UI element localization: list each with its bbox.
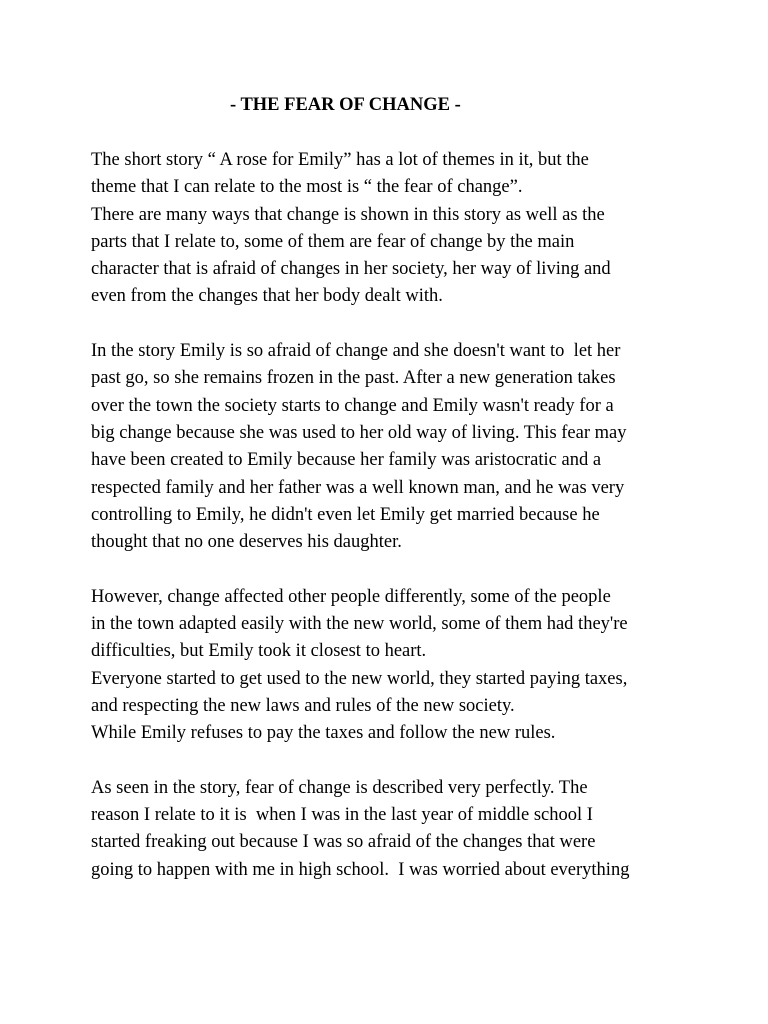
text-line: started freaking out because I was so afraid of the changes that were: [91, 832, 596, 853]
text-line: In the story Emily is so afraid of change and she doesn't want to let her: [91, 341, 621, 362]
paragraph-spacer: [91, 556, 751, 583]
paragraph: [91, 584, 751, 748]
text-line: reason I relate to it is when I was in the last year of middle school I: [91, 805, 593, 826]
text-line: There are many ways that change is shown in this story as well as the: [91, 204, 605, 225]
text-line: respected family and her father was a well known man, and he was very: [91, 477, 625, 498]
paragraph: [91, 147, 751, 311]
text-line: past go, so she remains frozen in the past. After a new generation takes: [91, 368, 616, 389]
text-line: difficulties, but Emily took it closest to heart.: [91, 641, 427, 662]
paragraph: [91, 338, 751, 556]
paragraph-spacer: [91, 311, 751, 338]
text-line: While Emily refuses to pay the taxes and follow the new rules.: [91, 723, 556, 744]
text-line: The short story “ A rose for Emily” has a lot of themes in it, but the: [91, 150, 589, 170]
text-line: Everyone started to get used to the new world, they started paying taxes,: [91, 668, 628, 689]
text-line: As seen in the story, fear of change is described very perfectly. The: [91, 777, 588, 798]
paragraph: [91, 775, 751, 884]
text-line: theme that I can relate to the most is “ the fear of change”.: [91, 177, 523, 198]
text-line: parts that I relate to, some of them are fear of change by the main: [91, 231, 575, 252]
text-line: even from the changes that her body dealt with.: [91, 286, 443, 307]
text-line: and respecting the new laws and rules of the new society.: [91, 695, 515, 716]
text-line: going to happen with me in high school. I was worried about everything: [91, 859, 630, 880]
text-line: controlling to Emily, he didn't even let Emily get married because he: [91, 504, 600, 525]
document-title: - THE FEAR OF CHANGE -: [230, 95, 461, 115]
text-line: However, change affected other people differently, some of the people: [91, 586, 611, 607]
text-line: thought that no one deserves his daughter.: [91, 532, 402, 553]
paragraph-spacer: [91, 748, 751, 775]
document-body: [91, 147, 751, 884]
text-line: over the town the society starts to change and Emily wasn't ready for a: [91, 395, 614, 416]
text-line: in the town adapted easily with the new world, some of them had they're: [91, 614, 628, 635]
text-line: big change because she was used to her old way of living. This fear may: [91, 422, 627, 443]
text-line: have been created to Emily because her family was aristocratic and a: [91, 450, 602, 471]
text-line: character that is afraid of changes in her society, her way of living and: [91, 259, 611, 280]
